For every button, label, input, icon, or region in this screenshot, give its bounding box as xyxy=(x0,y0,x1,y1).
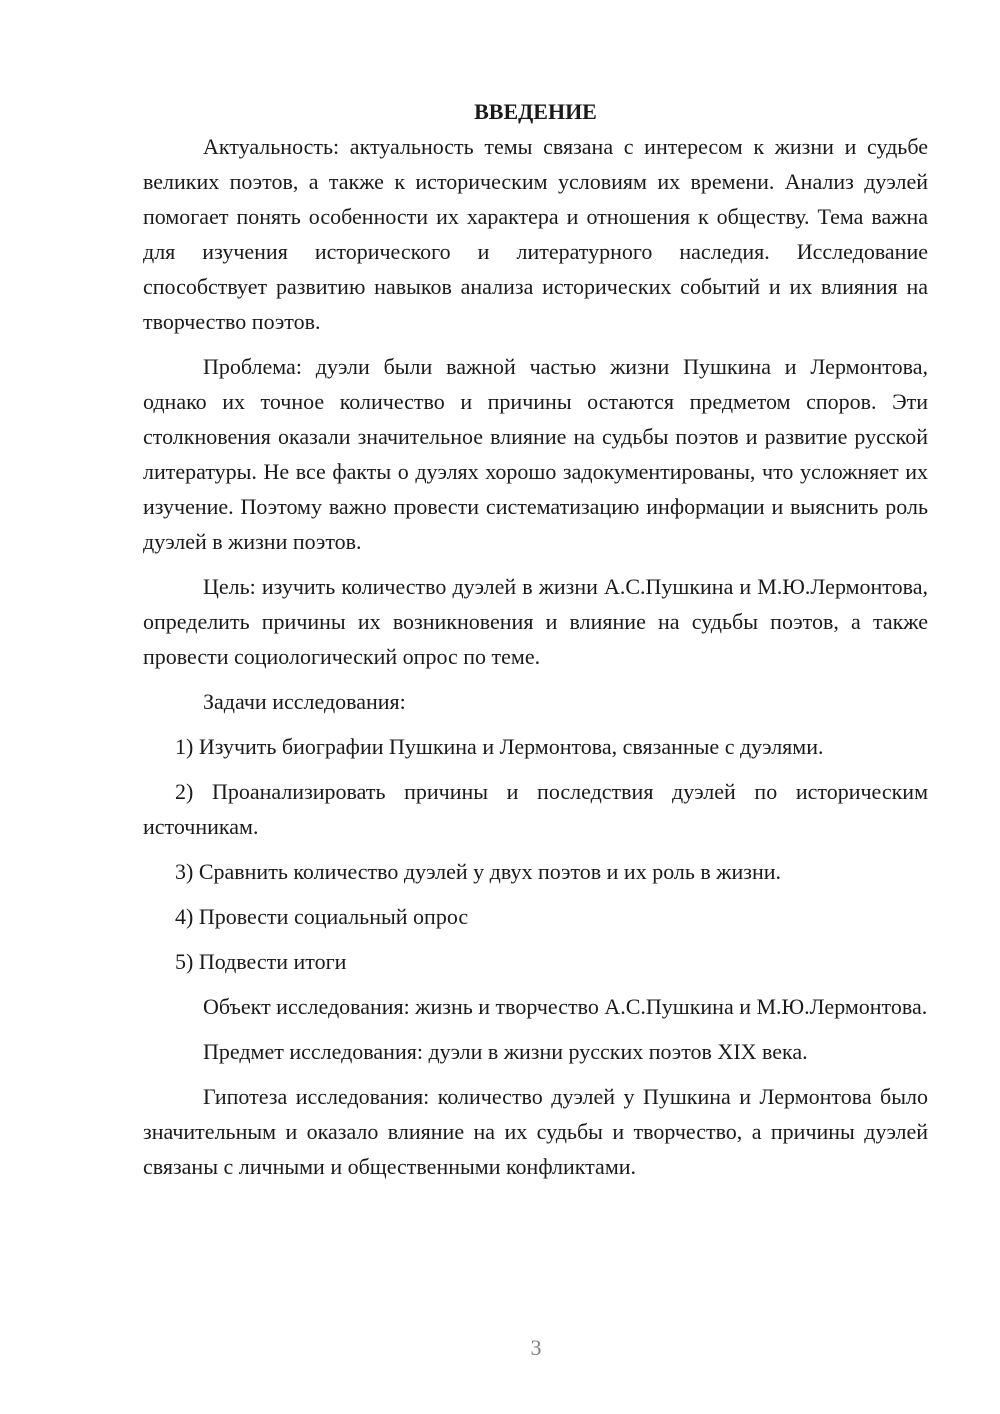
goal-paragraph: Цель: изучить количество дуэлей в жизни А.С.Пушкина и М.Ю.Лермонтова, определить причины их возникновения и влияние на судьбы поэтов, а также провести социологический опрос по теме. xyxy=(143,574,928,669)
task-item-5: 5) Подвести итоги xyxy=(175,949,347,974)
hypothesis-paragraph: Гипотеза исследования: количество дуэлей у Пушкина и Лермонтова было значительным и оказало влияние на их судьбы и творчество, а причины дуэлей связаны с личными и общественными конфликтами. xyxy=(143,1084,928,1179)
task-item-1: 1) Изучить биографии Пушкина и Лермонтова, связанные с дуэлями. xyxy=(175,734,824,759)
object-paragraph: Объект исследования: жизнь и творчество А.С.Пушкина и М.Ю.Лермонтова. xyxy=(203,994,928,1019)
task-item-4: 4) Провести социальный опрос xyxy=(175,904,469,929)
task-item-3: 3) Сравнить количество дуэлей у двух поэтов и их роль в жизни. xyxy=(175,859,782,884)
page-number: 3 xyxy=(530,1335,542,1360)
subject-paragraph: Предмет исследования: дуэли в жизни русских поэтов XIX века. xyxy=(203,1039,808,1064)
problem-paragraph: Проблема: дуэли были важной частью жизни Пушкина и Лермонтова, однако их точное количество и причины остаются предметом споров. Эти столкновения оказали значительное влияние на судьбы поэтов и развитие русской литературы. Не все факты о дуэлях хорошо задокументированы, что усложняет их изучение. Поэтому важно провести систематизацию информации и выяснить роль дуэлей в жизни поэтов. xyxy=(143,354,928,554)
relevance-paragraph: Актуальность: актуальность темы связана с интересом к жизни и судьбе великих поэтов, а также к историческим условиям их времени. Анализ дуэлей помогает понять особенности их характера и отношения к обществу. Тема важна для изучения исторического и литературного наследия. Исследование способствует развитию навыков анализа исторических событий и их влияния на творчество поэтов. xyxy=(143,134,928,334)
task-item-2: 2) Проанализировать причины и последствия дуэлей по историческим источникам. xyxy=(143,779,928,839)
tasks-title: Задачи исследования: xyxy=(203,689,406,714)
document-body xyxy=(143,94,928,1194)
section-heading: ВВЕДЕНИЕ xyxy=(474,99,597,124)
